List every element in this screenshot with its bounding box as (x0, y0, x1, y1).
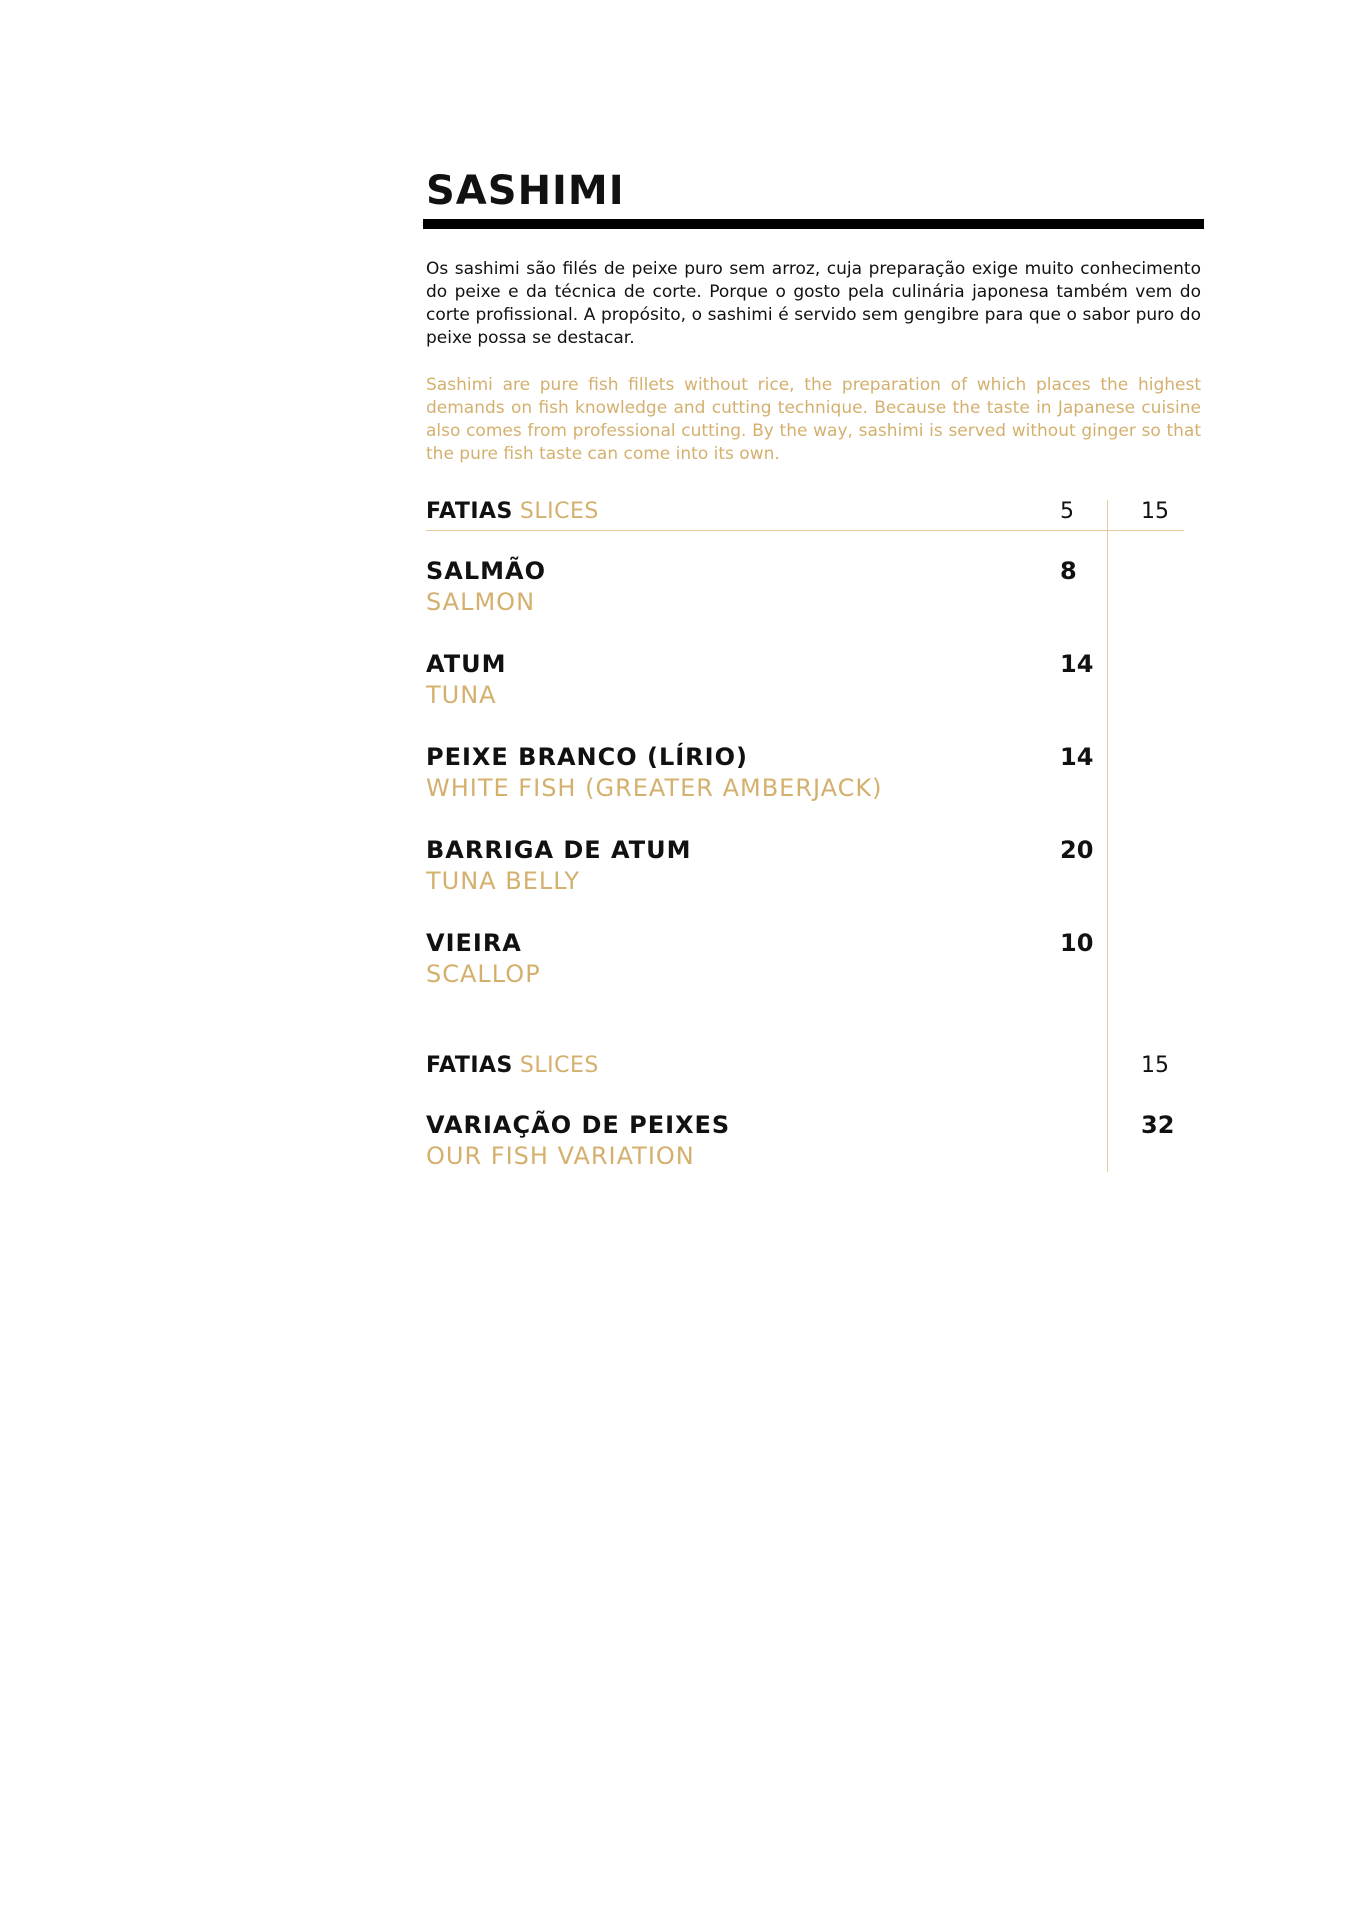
item-name-pt: VIEIRA (426, 929, 522, 957)
item-name-pt: BARRIGA DE ATUM (426, 836, 692, 864)
item-price: 14 (1060, 743, 1094, 771)
header-divider (426, 530, 1184, 531)
item-price: 32 (1141, 1111, 1175, 1139)
intro-text-en: Sashimi are pure fish fillets without rice, the preparation of which places the highest demands on fish knowledge and cutting technique. Because the taste in Japanese cuisine also comes from professional cutting. By the way, sashimi is served without ginger so that the pure fish taste can come into its own. (426, 375, 1201, 464)
item-name-en: TUNA BELLY (426, 867, 581, 895)
item-price: 10 (1060, 929, 1094, 957)
item-name-pt: ATUM (426, 650, 507, 678)
item-price: 8 (1060, 557, 1077, 585)
section-label-pt: FATIAS (426, 499, 513, 524)
intro-text-pt: Os sashimi são filés de peixe puro sem arroz, cuja preparação exige muito conhecimento do peixe e da técnica de corte. Porque o gosto pela culinária japonesa também vem do corte profissional. A propósito, o sashimi é servido sem gengibre para que o sabor puro do peixe possa se destacar. (426, 259, 1201, 348)
menu-item-tuna (426, 649, 506, 711)
item-name-en: SALMON (426, 588, 536, 616)
menu-item-white-fish (426, 742, 883, 804)
column-header-5: 5 (1060, 499, 1074, 524)
section-label-pt: FATIAS (426, 1053, 513, 1078)
menu-item-fish-variation (426, 1110, 730, 1172)
section-label-en: SLICES (519, 499, 599, 524)
menu-item-scallop (426, 928, 541, 990)
column-divider (1107, 500, 1108, 1172)
section-header-slices-2 (426, 1052, 599, 1080)
item-price: 14 (1060, 650, 1094, 678)
item-name-pt: PEIXE BRANCO (LÍRIO) (426, 743, 748, 771)
item-name-en: WHITE FISH (GREATER AMBERJACK) (426, 774, 883, 802)
section-header-slices (426, 498, 599, 526)
section-label-en: SLICES (519, 1053, 599, 1078)
item-price: 20 (1060, 836, 1094, 864)
item-name-en: SCALLOP (426, 960, 541, 988)
column-header-15: 15 (1141, 499, 1169, 524)
menu-item-salmon (426, 556, 546, 618)
page-title: SASHIMI (426, 168, 625, 214)
menu-item-tuna-belly (426, 835, 692, 897)
column-header-15: 15 (1141, 1053, 1169, 1078)
item-name-pt: VARIAÇÃO DE PEIXES (426, 1111, 731, 1139)
title-rule (423, 219, 1204, 229)
item-name-en: OUR FISH VARIATION (426, 1142, 695, 1170)
item-name-pt: SALMÃO (426, 557, 547, 585)
item-name-en: TUNA (426, 681, 497, 709)
